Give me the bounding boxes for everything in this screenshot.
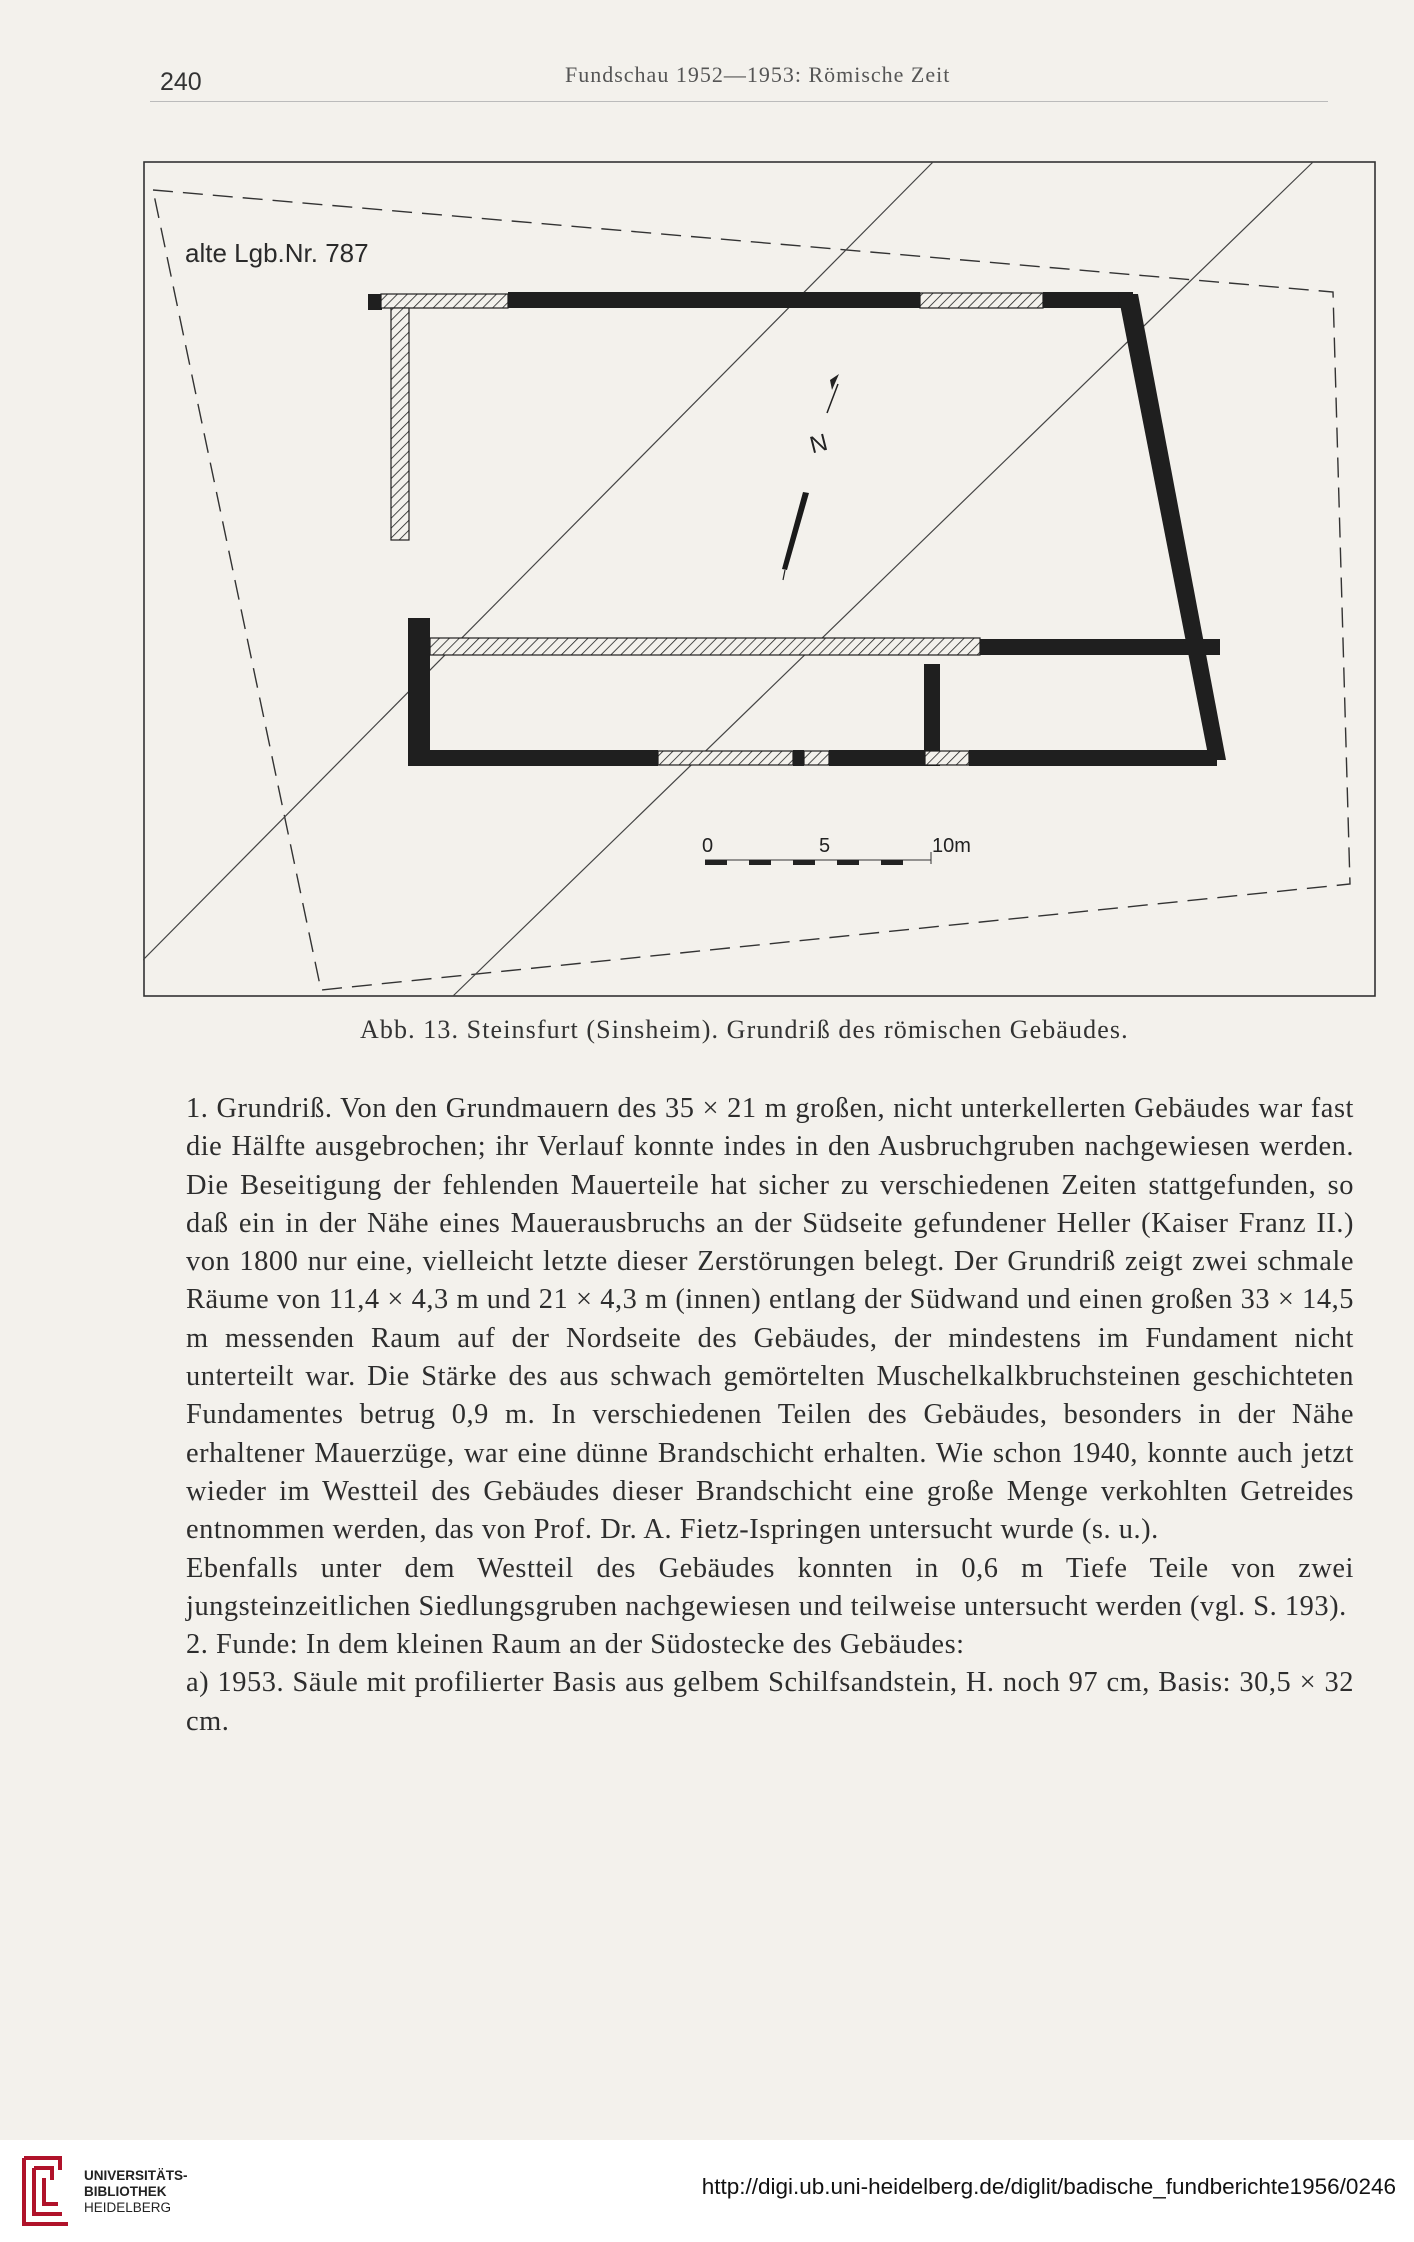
scale-label-0: 0 [702, 835, 714, 857]
page-number: 240 [160, 68, 202, 96]
north-arrow-needle-edge [783, 570, 785, 580]
paragraph: 1. Grundriß. Von den Grundmauern des 35 × 21 m großen, nicht unterkellerten Gebäudes war fast die Hälfte ausgebrochen; ihr Verlauf konnte indes in den Ausbruchgruben nachgewiesen werden. Die Beseitigung der fehlenden Mauerteile hat sicher zu verschiedenen Zeiten stattgefunden, so daß ein in der Nähe eines Mauerausbruchs an der Südseite gefundener Heller (Kaiser Franz II.) von 1800 nur eine, vielleicht letzte dieser Zerstörungen belegt. Der Grundriß zeigt zwei schmale Räume von 11,4 × 4,3 m und 21 × 4,3 m (innen) entlang der Südwand und einen großen 33 × 14,5 m messenden Raum auf der Nordseite des Gebäudes, der mindestens im Fundament nicht unterteilt war. Die Stärke des aus schwach gemörtelten Muschelkalkbruchsteinen geschichteten Fundamentes betrug 0,9 m. In verschiedenen Teilen des Gebäudes, besonders in der Nähe erhaltener Mauerzüge, war eine dünne Brandschicht erhalten. Wie schon 1940, konnte auch jetzt wieder im Westteil des Gebäudes dieser Brandschicht eine große Menge verkohlten Getreides entnommen werden, das von Prof. Dr. A. Fietz-Ispringen untersucht wurde (s. u.). [186, 1093, 1354, 1546]
west-wall [408, 618, 430, 765]
library-logo-icon [14, 2150, 74, 2230]
diagonal-line [143, 162, 933, 960]
paragraph: 2. Funde: In dem kleinen Raum an der Südostecke des Gebäudes: [186, 1629, 965, 1661]
figure-caption: Abb. 13. Steinsfurt (Sinsheim). Grundriß des römischen Gebäudes. [360, 1015, 1129, 1044]
east-wall [1118, 294, 1226, 760]
south-wall-east [969, 750, 1217, 766]
south-wall-robbed [804, 751, 829, 765]
south-wall-segment [793, 750, 804, 766]
scale-label-10: 10m [932, 835, 971, 857]
library-line: HEIDELBERG [84, 2200, 172, 2215]
library-line: UNIVERSITÄTS- [84, 2168, 188, 2183]
cross-wall-robbed [430, 638, 980, 655]
north-arrow [782, 374, 839, 580]
library-line: BIBLIOTHEK [84, 2184, 167, 2199]
scale-bar [702, 835, 971, 865]
scale-label-5: 5 [819, 835, 831, 857]
floor-plan-drawing [143, 152, 1377, 1012]
south-wall-west [408, 750, 658, 766]
south-wall-segment [829, 750, 925, 766]
body-text [186, 1090, 1354, 1741]
parcel-boundary [153, 190, 1350, 990]
south-wall-robbed [925, 751, 969, 765]
running-head: Fundschau 1952—1953: Römische Zeit [565, 62, 951, 87]
north-label: N [807, 428, 831, 460]
floor-plan-figure [143, 152, 1377, 1012]
robbed-walls [381, 293, 1043, 765]
library-name [84, 2168, 188, 2216]
north-wall-robbed [920, 293, 1043, 308]
paragraph: Ebenfalls unter dem Westteil des Gebäudes konnten in 0,6 m Tiefe Teile von zwei jungsteinzeitlichen Siedlungsgruben nachgewiesen und teilweise untersucht werden (vgl. S. 193). [186, 1552, 1354, 1622]
parcel-label: alte Lgb.Nr. 787 [185, 238, 369, 268]
north-arrow-needle [782, 492, 809, 570]
west-wall-robbed [391, 308, 409, 540]
cross-wall-east [980, 639, 1220, 655]
source-url-link[interactable]: http://digi.ub.uni-heidelberg.de/diglit/badische_fundberichte1956/0246 [701, 2174, 1396, 2199]
north-arrow-head [830, 374, 839, 390]
header-rule [150, 101, 1328, 102]
paragraph: a) 1953. Säule mit profilierter Basis aus gelbem Schilfsandstein, H. noch 97 cm, Basis: 30,5 × 32 cm. [186, 1667, 1354, 1737]
wall-stub [368, 294, 382, 310]
north-wall-preserved [508, 292, 920, 308]
north-wall-robbed [381, 294, 508, 308]
south-wall-robbed [658, 751, 793, 765]
footer [0, 2140, 1414, 2242]
